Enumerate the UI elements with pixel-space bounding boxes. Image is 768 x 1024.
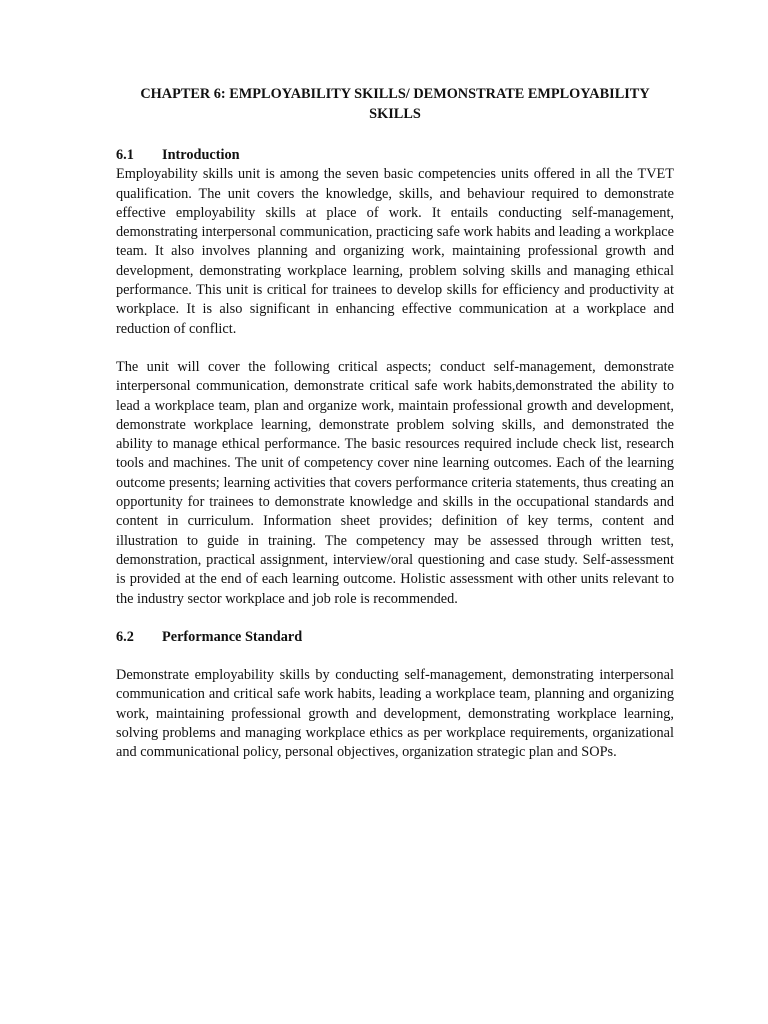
- introduction-paragraph-2: The unit will cover the following critical aspects; conduct self-management, demonstrate interpersonal communication, demonstrate critical safe work habits,demonstrated the ability to lead a workplace team, plan and organize work, maintain professional growth and development, demonstrate workplace learning, demonstrate problem solving skills, and demonstrated the ability to manage ethical performance. The basic resources required include check list, research tools and machines. The unit of competency cover nine learning outcomes. Each of the learning outcome presents; learning activities that covers performance criteria statements, thus creating an opportunity for trainees to demonstrate knowledge and skills in the occupational standards and content in curriculum. Information sheet provides; definition of key terms, content and illustration to guide in training. The competency may be assessed through written test, demonstration, practical assignment, interview/oral questioning and case study. Self-assessment is provided at the end of each learning outcome. Holistic assessment with other units relevant to the industry sector workplace and job role is recommended.: [116, 358, 674, 607]
- chapter-title: CHAPTER 6: EMPLOYABILITY SKILLS/ DEMONSTRATE EMPLOYABILITY SKILLS: [140, 86, 650, 122]
- introduction-paragraph-1: Employability skills unit is among the seven basic competencies units offered in all the TVET qualification. The unit covers the knowledge, skills, and behaviour required to demonstrate effective employability skills at place of work. It entails conducting self-management, demonstrating interpersonal communication, practicing safe work habits and leading a workplace team. It also involves planning and organizing work, maintaining professional growth and development, demonstrating workplace learning, problem solving skills and managing ethical performance. This unit is critical for trainees to develop skills for efficiency and productivity at workplace. It is also significant in enhancing effective communication at a workplace and reduction of conflict.: [116, 166, 674, 337]
- document-page: [116, 84, 674, 763]
- section-title: Introduction: [162, 147, 240, 163]
- section-number: 6.2: [116, 628, 134, 645]
- section-title: Performance Standard: [162, 628, 303, 645]
- section-number: 6.1: [116, 147, 134, 163]
- section-heading-performance-standard: [116, 628, 674, 647]
- performance-standard-paragraph: Demonstrate employability skills by conducting self-management, demonstrating interpersonal communication and critical safe work habits, leading a workplace team, planning and organizing work, maintaining professional growth and development, demonstrating workplace learning, solving problems and managing workplace ethics as per workplace requirements, organizational and communicational policy, personal objectives, organization strategic plan and SOPs.: [116, 667, 674, 761]
- section-heading-introduction: [116, 146, 674, 165]
